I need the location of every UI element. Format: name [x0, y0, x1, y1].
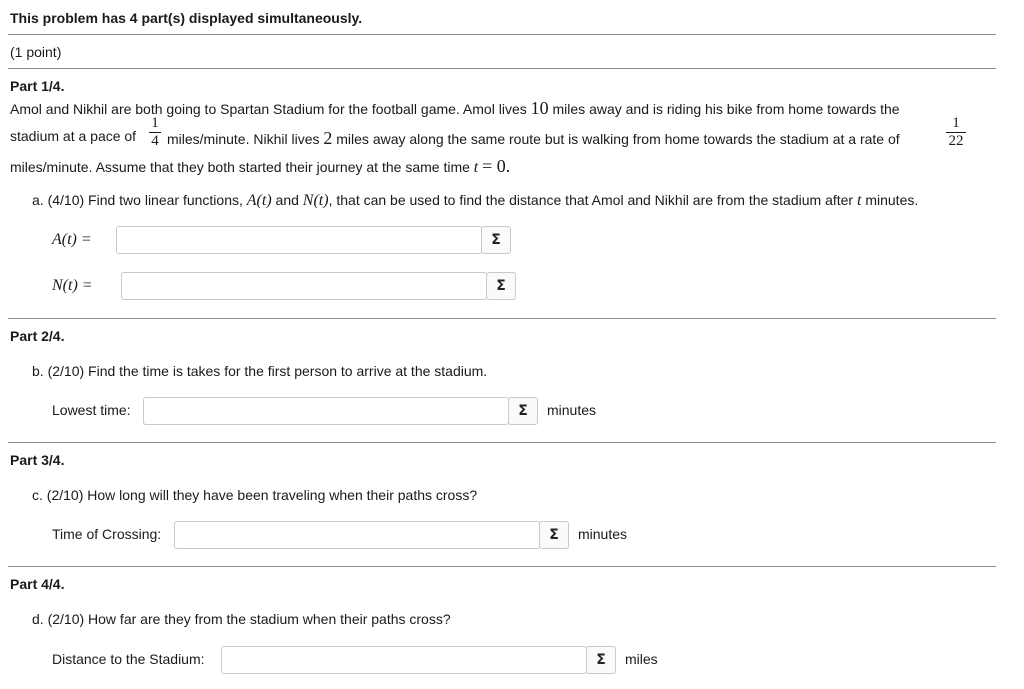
- lowest-time-label: Lowest time:: [52, 402, 131, 418]
- part1-text-line1: Amol and Nikhil are both going to Spartan Stadium for the football game. Amol lives 10 miles away and is riding his bike from home towards the: [10, 98, 900, 118]
- a-of-t-input[interactable]: [116, 226, 482, 254]
- part2-heading: Part 2/4.: [10, 328, 65, 344]
- lowest-time-input[interactable]: [143, 397, 509, 425]
- time-of-crossing-label: Time of Crossing:: [52, 526, 162, 542]
- distance-label: Distance to the Stadium:: [52, 651, 205, 667]
- unit-label: miles: [625, 651, 658, 667]
- unit-label: minutes: [578, 526, 628, 542]
- fraction-amol-rate: 1 4: [149, 116, 161, 149]
- divider: [8, 566, 996, 567]
- fraction-nikhil-rate: 1 22: [946, 116, 966, 149]
- part1-heading: Part 1/4.: [10, 78, 65, 94]
- part3-heading: Part 3/4.: [10, 452, 65, 468]
- divider: [8, 68, 996, 69]
- part3-question: c. (2/10) How long will they have been traveling when their paths cross?: [32, 487, 478, 503]
- divider: [8, 34, 996, 35]
- points-label: (1 point): [10, 44, 62, 60]
- part1-question: a. (4/10) Find two linear functions, A(t) and N(t), that can be used to find the distance that Amol and Nikhil are from the stadium after t minutes.: [32, 192, 919, 209]
- page-title: This problem has 4 part(s) displayed simultaneously.: [10, 10, 363, 26]
- sigma-icon[interactable]: Σ: [486, 272, 516, 300]
- time-of-crossing-input[interactable]: [174, 521, 540, 549]
- sigma-icon[interactable]: Σ: [508, 397, 538, 425]
- n-of-t-input[interactable]: [121, 272, 487, 300]
- sigma-icon[interactable]: Σ: [481, 226, 511, 254]
- part4-question: d. (2/10) How far are they from the stadium when their paths cross?: [32, 611, 451, 627]
- part4-heading: Part 4/4.: [10, 576, 65, 592]
- part1-text-line2: stadium at a pace of: [10, 128, 137, 144]
- distance-input[interactable]: [221, 646, 587, 674]
- unit-label: minutes: [547, 402, 597, 418]
- part1-text-line2b: miles/minute. Nikhil lives 2 miles away along the same route but is walking from home towards the stadium at a rate of: [167, 128, 900, 148]
- part1-text-line3: miles/minute. Assume that they both started their journey at the same time t = 0.: [10, 156, 511, 176]
- label-a-of-t: A(t) =: [52, 231, 92, 248]
- part2-question: b. (2/10) Find the time is takes for the first person to arrive at the stadium.: [32, 363, 488, 379]
- sigma-icon[interactable]: Σ: [539, 521, 569, 549]
- divider: [8, 318, 996, 319]
- sigma-icon[interactable]: Σ: [586, 646, 616, 674]
- label-n-of-t: N(t) =: [52, 277, 93, 294]
- divider: [8, 442, 996, 443]
